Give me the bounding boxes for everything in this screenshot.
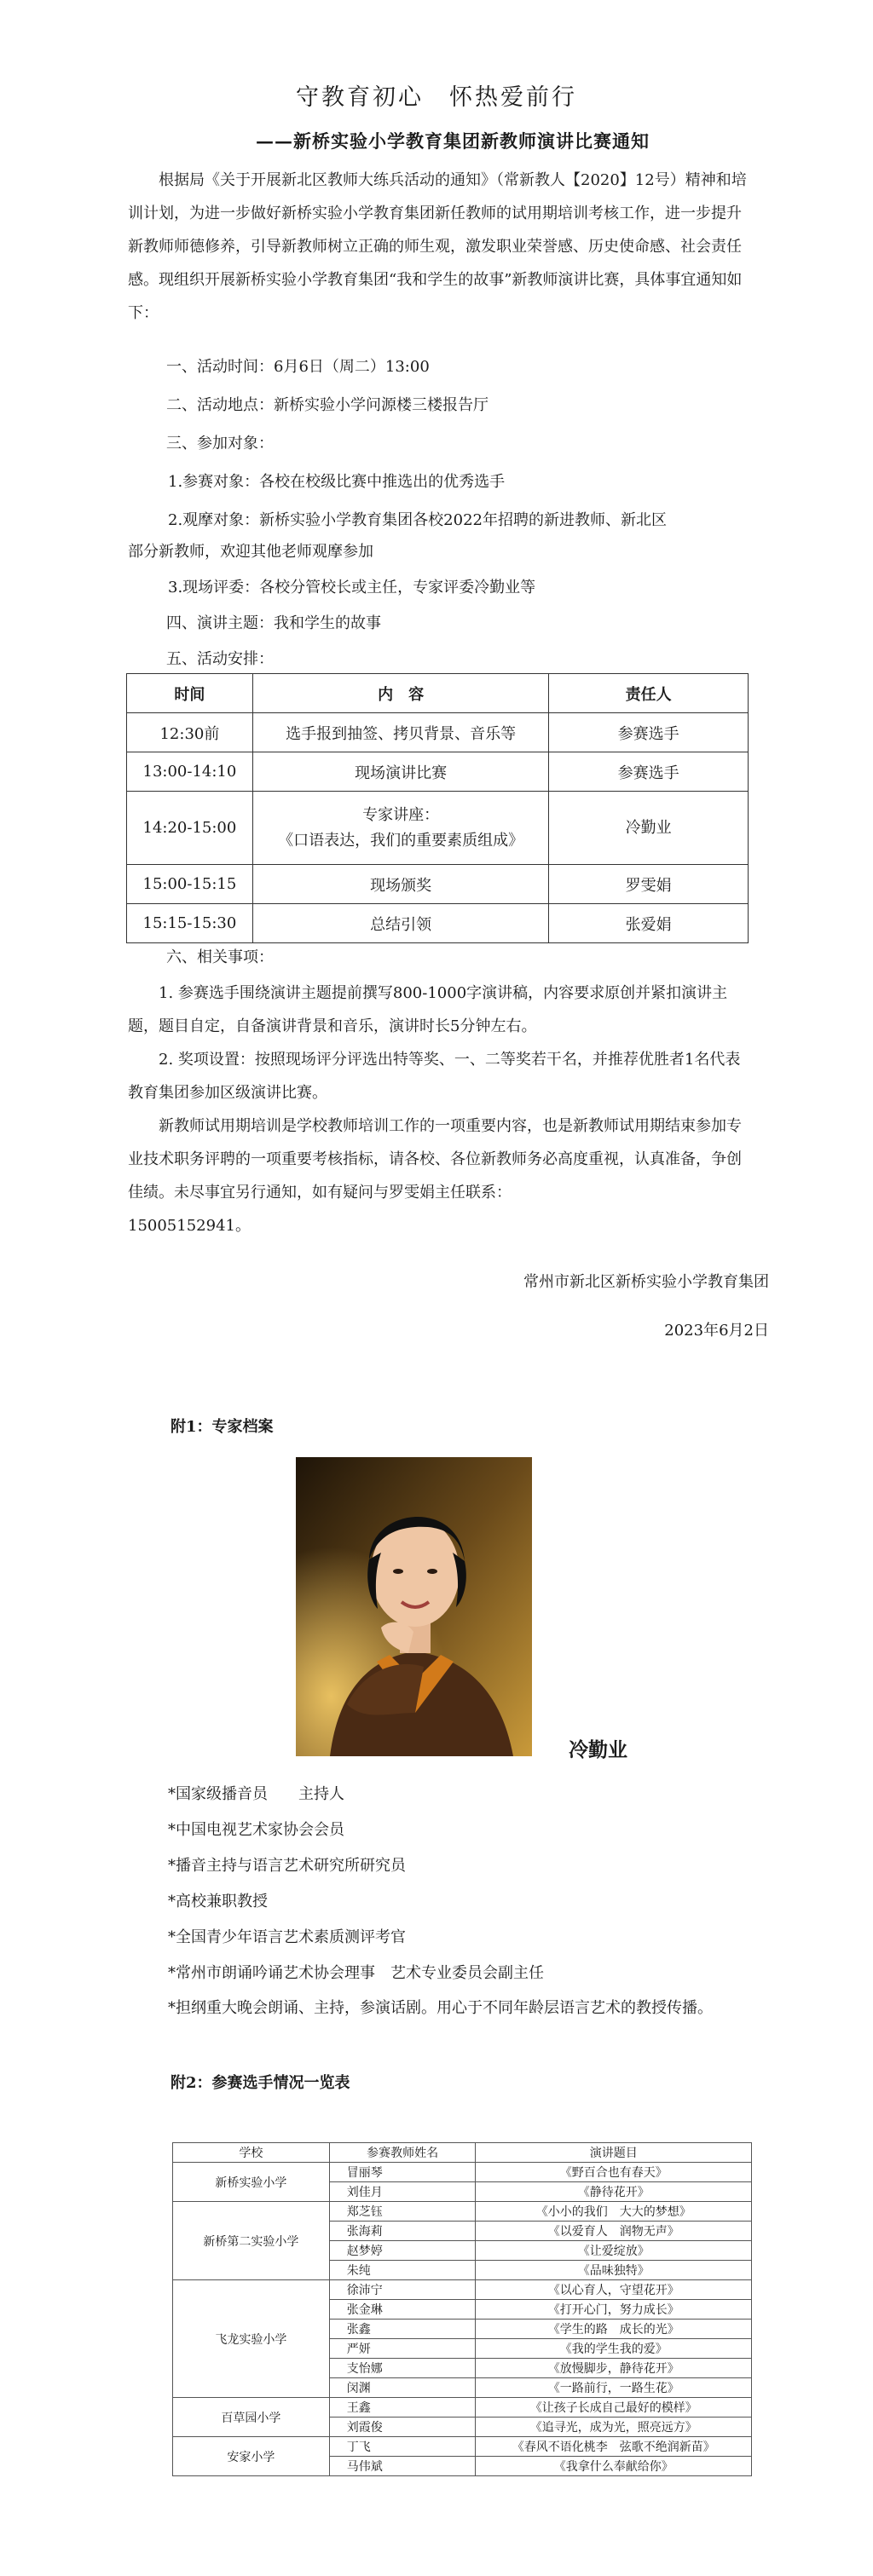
teacher-name: 马伟斌 [329,2457,476,2476]
speech-topic: 《我拿什么奉献给你》 [476,2457,752,2476]
school-cell: 飞龙实验小学 [173,2280,330,2398]
note-1: 1. 参赛选手围绕演讲主题提前撰写800-1000字演讲稿，内容要求原创并紧扣演讲主题，题目自定，自备演讲背景和音乐，演讲时长5分钟左右。 [128,984,728,1035]
schedule-header-content: 内 容 [252,674,548,713]
teacher-name: 支怡娜 [329,2359,476,2378]
item-observers-cont: 部分新教师，欢迎其他老师观摩参加 [128,543,373,561]
item-schedule-label: 五、活动安排： [166,650,274,668]
schedule-table [126,673,749,943]
credential-item: *常州市朗诵吟诵艺术协会理事 艺术专业委员会副主任 [168,1964,544,1982]
teacher-name: 丁飞 [329,2437,476,2457]
note-2: 2. 奖项设置：按照现场评分评选出特等奖、一、二等奖若干名，并推荐优胜者1名代表教育集团参加区级演讲比赛。 [128,1051,741,1102]
schedule-content: 总结引领 [252,904,548,943]
teacher-name: 郑芝钰 [329,2202,476,2222]
table-row [173,2280,752,2300]
teacher-name: 严妍 [329,2339,476,2359]
school-cell: 百草园小学 [173,2398,330,2437]
contestant-table [172,2142,752,2476]
contestant-header-school: 学校 [173,2143,330,2163]
schedule-person: 参赛选手 [549,752,749,792]
schedule-time: 13:00-14:10 [127,752,253,792]
speech-topic: 《让爱绽放》 [476,2241,752,2261]
table-row [173,2437,752,2457]
credential-item: *中国电视艺术家协会会员 [168,1821,344,1839]
table-row [127,713,749,752]
schedule-person: 张爱娟 [549,904,749,943]
contestant-header-topic: 演讲题目 [476,2143,752,2163]
table-row [127,904,749,943]
contestant-header-name: 参赛教师姓名 [329,2143,476,2163]
credential-item: *全国青少年语言艺术素质测评考官 [168,1928,406,1946]
notes-label: 六、相关事项： [166,948,274,966]
teacher-name: 闵渊 [329,2378,476,2398]
school-cell: 新桥第二实验小学 [173,2202,330,2280]
credential-item: *播音主持与语言艺术研究所研究员 [168,1857,406,1875]
teacher-name: 王鑫 [329,2398,476,2418]
page-title: 守教育初心 怀热爱前行 [296,84,577,111]
schedule-header-row [127,674,749,713]
attachment2-heading: 附2：参赛选手情况一览表 [171,2074,350,2092]
attachment1-heading: 附1：专家档案 [171,1418,274,1436]
intro-paragraph: 根据局《关于开展新北区教师大练兵活动的通知》（常新教人【2020】12号）精神和培训计划，为进一步做好新桥实验小学教育集团新任教师的试用期培训考核工作，进一步提升新教师师德修养，引导新教师树立正确的师生观，激发职业荣誉感、历史使命感、社会责任感。现组织开展新桥实验小学教育集团“我和学生的故事”新教师演讲比赛，具体事宜通知如下： [128,171,747,322]
table-row [127,865,749,904]
credential-item: *担纲重大晚会朗诵、主持，参演话剧。用心于不同年龄层语言艺术的教授传播。 [168,1999,713,2017]
schedule-content [252,792,548,865]
item-contestants: 1.参赛对象：各校在校级比赛中推选出的优秀选手 [168,473,506,491]
table-row [127,752,749,792]
table-row [173,2398,752,2418]
teacher-name: 刘佳月 [329,2182,476,2202]
expert-name: 冷勤业 [569,1739,627,1761]
teacher-name: 赵梦婷 [329,2241,476,2261]
item-place: 二、活动地点：新桥实验小学问源楼三楼报告厅 [166,396,489,414]
speech-topic: 《让孩子长成自己最好的模样》 [476,2398,752,2418]
schedule-content: 选手报到抽签、拷贝背景、音乐等 [252,713,548,752]
schedule-person: 冷勤业 [549,792,749,865]
teacher-name: 朱纯 [329,2261,476,2280]
speech-topic: 《野百合也有春天》 [476,2163,752,2182]
item-time: 一、活动时间：6月6日（周二）13:00 [166,358,430,376]
schedule-lecture-label: 专家讲座： [362,805,440,824]
speech-topic: 《春风不语化桃李 弦歌不绝润新苗》 [476,2437,752,2457]
contestant-header-row [173,2143,752,2163]
teacher-name: 徐沛宁 [329,2280,476,2300]
speech-topic: 《追寻光，成为光，照亮远方》 [476,2418,752,2437]
item-participants: 三、参加对象： [166,435,274,452]
speech-topic: 《品味独特》 [476,2261,752,2280]
schedule-header-time: 时间 [127,674,253,713]
expert-credentials [168,1777,765,2026]
schedule-person: 参赛选手 [549,713,749,752]
teacher-name: 刘霞俊 [329,2418,476,2437]
teacher-name: 张海莉 [329,2222,476,2241]
schedule-time: 15:00-15:15 [127,865,253,904]
speech-topic: 《以爱育人 润物无声》 [476,2222,752,2241]
signature-date: 2023年6月2日 [664,1322,769,1340]
teacher-name: 张金琳 [329,2300,476,2320]
schedule-time: 14:20-15:00 [127,792,253,865]
schedule-header-person: 责任人 [549,674,749,713]
school-cell: 安家小学 [173,2437,330,2476]
speech-topic: 《放慢脚步，静待花开》 [476,2359,752,2378]
page-subtitle: ——新桥实验小学教育集团新教师演讲比赛通知 [256,130,650,152]
closing-paragraph: 新教师试用期培训是学校教师培训工作的一项重要内容，也是新教师试用期结束参加专业技术职务评聘的一项重要考核指标，请各校、各位新教师务必高度重视，认真准备，争创佳绩。未尽事宜另行通知，如有疑问与罗雯娟主任联系： [128,1117,742,1202]
item-theme: 四、演讲主题：我和学生的故事 [166,614,381,632]
item-observers: 2.观摩对象：新桥实验小学教育集团各校2022年招聘的新进教师、新北区 [168,511,667,529]
table-row [173,2163,752,2182]
signature-org: 常州市新北区新桥实验小学教育集团 [523,1273,769,1291]
credential-item: *高校兼职教授 [168,1893,268,1910]
table-row [173,2202,752,2222]
speech-topic: 《一路前行，一路生花》 [476,2378,752,2398]
teacher-name: 张鑫 [329,2320,476,2339]
schedule-lecture-title: 《口语表达，我们的重要素质组成》 [278,831,524,850]
schedule-content: 现场颁奖 [252,865,548,904]
speech-topic: 《学生的路 成长的光》 [476,2320,752,2339]
schedule-time: 15:15-15:30 [127,904,253,943]
schedule-time: 12:30前 [127,713,253,752]
credential-item: *国家级播音员 主持人 [168,1785,344,1803]
speech-topic: 《打开心门，努力成长》 [476,2300,752,2320]
table-row [127,792,749,865]
teacher-name: 冒丽琴 [329,2163,476,2182]
school-cell: 新桥实验小学 [173,2163,330,2202]
schedule-content: 现场演讲比赛 [252,752,548,792]
speech-topic: 《以心育人，守望花开》 [476,2280,752,2300]
item-judges: 3.现场评委：各校分管校长或主任，专家评委冷勤业等 [168,579,536,596]
speech-topic: 《我的学生我的爱》 [476,2339,752,2359]
schedule-person: 罗雯娟 [549,865,749,904]
speech-topic: 《小小的我们 大大的梦想》 [476,2202,752,2222]
speech-topic: 《静待花开》 [476,2182,752,2202]
expert-photo [296,1457,532,1756]
contact-phone: 15005152941。 [128,1217,251,1235]
